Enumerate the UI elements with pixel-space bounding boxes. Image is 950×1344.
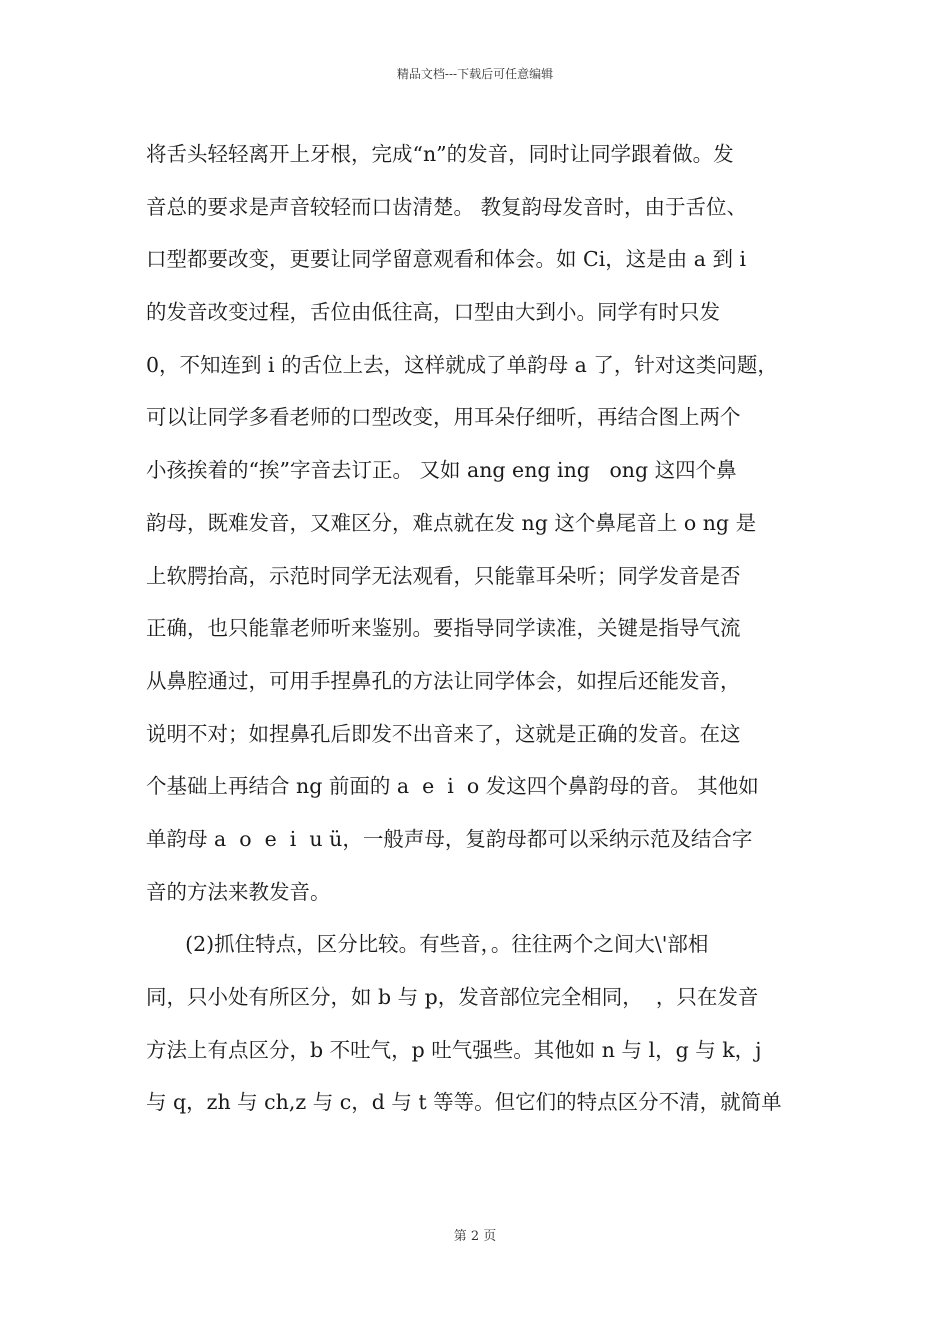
text-line: 说明不对；如捏鼻孔后即发不出音来了，这就是正确的发音。在这 (146, 721, 741, 746)
page-header: 精品文档---下载后可任意编辑 (396, 67, 554, 81)
text-line: 小孩挨着的“挨”字音去订正。 又如 ang eng ing ong 这四个鼻 (146, 458, 737, 483)
text-line: (2)抓住特点，区分比较。有些音，。往往两个之间大\'部相 (146, 932, 709, 957)
text-line: 可以让同学多看老师的口型改变，用耳朵仔细听，再结合图上两个 (146, 405, 741, 430)
text-line: 将舌头轻轻离开上牙根，完成“n”的发音，同时让同学跟着做。发 (146, 142, 734, 166)
text-line: 音的方法来教发音。 (146, 879, 331, 904)
page-number: 第 2 页 (453, 1229, 497, 1244)
text-line: 与 q，zh 与 ch,z 与 c，d 与 t 等等。但它们的特点区分不清，就简单 (146, 1090, 782, 1115)
text-line: 从鼻腔通过，可用手捏鼻孔的方法让同学体会，如捏后还能发音， (146, 668, 741, 693)
text-line: 同，只小处有所区分，如 b 与 p，发音部位完全相同， ，只在发音 (146, 985, 759, 1009)
text-line: 0，不知连到 i 的舌位上去，这样就成了单韵母 a 了，针对这类问题， (146, 352, 778, 377)
document-body (146, 128, 814, 1129)
text-line: 音总的要求是声音较轻而口齿清楚。 教复韵母发音时，由于舌位、 (146, 194, 748, 219)
text-line: 个基础上再结合 ng 前面的 a e i o 发这四个鼻韵母的音。 其他如 (146, 774, 759, 799)
text-line: 口型都要改变，更要让同学留意观看和体会。如 Ci，这是由 a 到 i (146, 247, 747, 272)
text-line: 韵母，既难发音，又难区分，难点就在发 ng 这个鼻尾音上 o ng 是 (146, 510, 757, 535)
text-line: 正确，也只能靠老师听来鉴别。要指导同学读准，关键是指导气流 (146, 616, 741, 641)
text-line: 单韵母 a o e i u ü，一般声母，复韵母都可以采纳示范及结合字 (146, 826, 753, 851)
text-line: 上软腭抬高，示范时同学无法观看，只能靠耳朵听；同学发音是否 (146, 563, 741, 588)
text-line: 的发音改变过程，舌位由低往高，口型由大到小。同学有时只发 (146, 300, 720, 325)
text-line: 方法上有点区分，b 不吐气，p 吐气强些。其他如 n 与 l，g 与 k，j (146, 1037, 762, 1062)
